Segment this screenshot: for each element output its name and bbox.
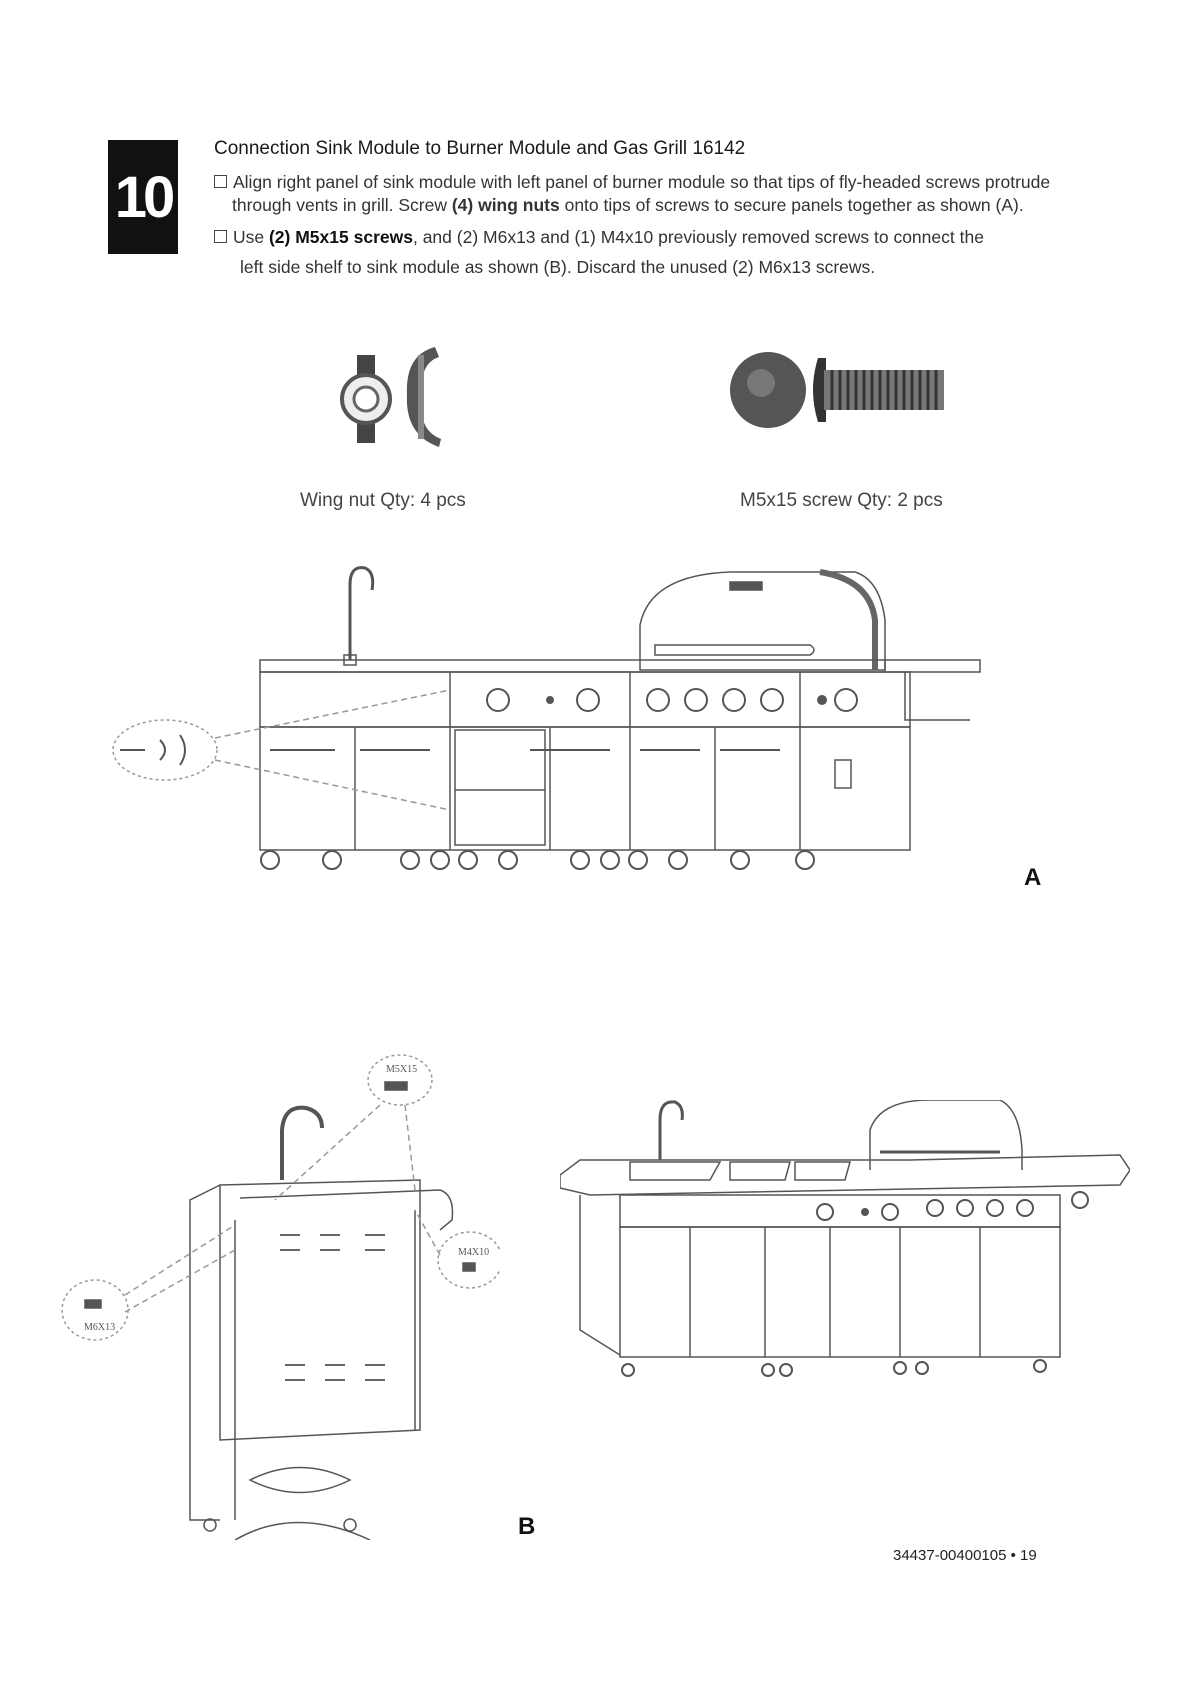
step-number: 10: [114, 164, 172, 230]
m5x15-screw-label: M5x15 screw Qty: 2 pcs: [740, 490, 943, 511]
step-title: Connection Sink Module to Burner Module and Gas Grill 16142: [214, 138, 746, 159]
instruction-1-cont-post: onto tips of screws to secure panels together as shown (A).: [559, 195, 1024, 215]
checkbox-icon: [214, 175, 227, 188]
figure-b-label: B: [518, 1513, 536, 1540]
wing-nuts-emphasis: (4) wing nuts: [451, 195, 560, 215]
wing-nut-label: Wing nut Qty: 4 pcs: [300, 490, 466, 511]
wing-nut-icon: [335, 335, 465, 460]
instruction-1: [214, 170, 1050, 195]
page-footer: 34437-00400105 • 19: [893, 1547, 1037, 1564]
instruction-2-text: Use: [233, 227, 269, 247]
instruction-1-text: Align right panel of sink module with left panel of burner module so that tips of fly-headed screws protrude: [233, 172, 1051, 192]
instruction-2-cont: left side shelf to sink module as shown (B). Discard the unused (2) M6x13 screws.: [240, 257, 876, 277]
callout-m4x10: M4X10: [458, 1247, 490, 1258]
figure-b-assembled-diagram: [560, 1100, 1130, 1460]
callout-m5x15: M5X15: [386, 1064, 418, 1075]
instruction-1-cont: [232, 195, 1024, 216]
figure-a-diagram: [110, 560, 1010, 940]
m5x15-screw-icon: [728, 350, 958, 430]
figure-b-detail-diagram: [60, 1050, 500, 1540]
m5x15-emphasis: (2) M5x15 screws: [268, 227, 413, 247]
figure-a-label: A: [1024, 864, 1042, 891]
step-number-badge: [108, 140, 178, 254]
callout-m6x13: M6X13: [84, 1322, 116, 1333]
instruction-2: [214, 225, 984, 250]
instruction-1-cont-text: through vents in grill. Screw: [232, 195, 452, 215]
checkbox-icon: [214, 230, 227, 243]
instruction-2-post: , and (2) M6x13 and (1) M4x10 previously removed screws to connect the: [412, 227, 984, 247]
